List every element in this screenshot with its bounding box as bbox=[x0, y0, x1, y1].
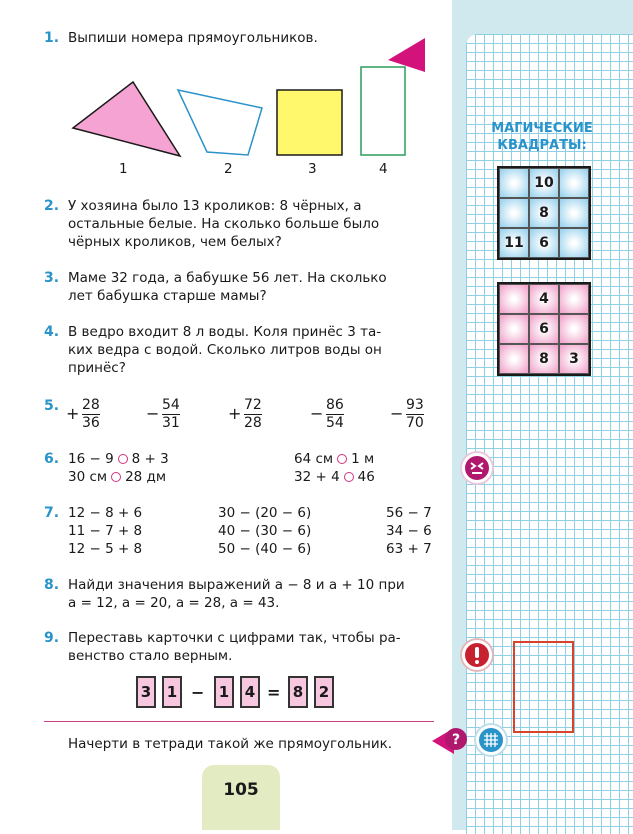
magic-cell: 11 bbox=[499, 228, 529, 258]
bottom-task-text: Начерти в тетради такой же прямоугольник. bbox=[68, 736, 393, 752]
task-3-line-2: лет бабушка старше мамы? bbox=[68, 288, 267, 304]
magic-squares-title: МАГИЧЕСКИЕ КВАДРАТЫ: bbox=[491, 121, 593, 153]
equals-sign: = bbox=[267, 683, 281, 702]
task-7-number: 7. bbox=[44, 505, 60, 521]
column-sum-2: − 54 31 bbox=[146, 397, 180, 431]
magic-cell bbox=[559, 284, 589, 314]
expr: 40 − (30 − 6) bbox=[218, 523, 312, 539]
magic-square-2 bbox=[497, 282, 591, 376]
expr: 56 − 7 bbox=[386, 505, 432, 521]
task-1-text: Выпиши номера прямоугольников. bbox=[68, 30, 318, 46]
expr: 50 − (40 − 6) bbox=[218, 541, 312, 557]
shape-triangle bbox=[73, 82, 180, 156]
task-6-number: 6. bbox=[44, 451, 60, 467]
digit-card: 1 bbox=[162, 676, 182, 708]
compare-row-2b: 32 + 4 46 bbox=[294, 469, 375, 485]
magic-cell bbox=[499, 198, 529, 228]
divider bbox=[44, 721, 434, 722]
sample-rectangle bbox=[513, 641, 574, 733]
magic-cell bbox=[559, 168, 589, 198]
column-sum-3: + 72 28 bbox=[228, 397, 262, 431]
task-8-line-1: Найди значения выражений a − 8 и a + 10 при bbox=[68, 577, 405, 593]
comparison-badge-icon bbox=[460, 451, 494, 485]
compare-row-2a: 30 см 28 дм bbox=[68, 469, 167, 485]
magic-cell: 8 bbox=[529, 344, 559, 374]
digit-card: 3 bbox=[136, 676, 156, 708]
task-2-number: 2. bbox=[44, 198, 60, 214]
digit-card: 1 bbox=[214, 676, 234, 708]
digit-card: 4 bbox=[240, 676, 260, 708]
attention-badge-icon bbox=[460, 638, 494, 672]
compare-circle-icon bbox=[344, 472, 354, 482]
magic-cell: 6 bbox=[529, 314, 559, 344]
compare-circle-icon bbox=[111, 472, 121, 482]
shape-label-4: 4 bbox=[379, 161, 388, 177]
magic-cell: 8 bbox=[529, 198, 559, 228]
task-3-line-1: Маме 32 года, а бабушке 56 лет. На сколько bbox=[68, 270, 387, 286]
grid-badge-icon bbox=[474, 723, 508, 757]
magic-square-1 bbox=[497, 166, 591, 260]
task-4-line-2: ких ведра с водой. Сколько литров воды он bbox=[68, 342, 382, 358]
task-4-line-1: В ведро входит 8 л воды. Коля принёс 3 та- bbox=[68, 324, 382, 340]
magic-cell bbox=[559, 198, 589, 228]
magic-cell bbox=[559, 228, 589, 258]
digit-card: 8 bbox=[288, 676, 308, 708]
task-4-number: 4. bbox=[44, 324, 60, 340]
task-1-shapes bbox=[0, 0, 452, 180]
task-8-number: 8. bbox=[44, 577, 60, 593]
shape-quadrilateral bbox=[178, 90, 262, 155]
page-number: 105 bbox=[223, 780, 259, 800]
task-1-number: 1. bbox=[44, 30, 60, 46]
expr: 63 + 7 bbox=[386, 541, 432, 557]
expr: 34 − 6 bbox=[386, 523, 432, 539]
task-9-line-1: Переставь карточки с цифрами так, чтобы ра- bbox=[68, 630, 401, 646]
task-5-number: 5. bbox=[44, 398, 60, 414]
digit-card: 2 bbox=[314, 676, 334, 708]
minus-sign: − bbox=[191, 683, 205, 702]
expr: 12 − 8 + 6 bbox=[68, 505, 143, 521]
question-badge-icon bbox=[443, 726, 469, 752]
column-sum-1: + 28 36 bbox=[66, 397, 100, 431]
expr: 12 − 5 + 8 bbox=[68, 541, 143, 557]
shape-label-3: 3 bbox=[308, 161, 317, 177]
magic-cell bbox=[499, 344, 529, 374]
expr: 30 − (20 − 6) bbox=[218, 505, 312, 521]
magic-cell bbox=[499, 168, 529, 198]
column-sum-5: − 93 70 bbox=[390, 397, 424, 431]
column-sum-4: − 86 54 bbox=[310, 397, 344, 431]
task-2-line-2: остальные белые. На сколько больше было bbox=[68, 216, 380, 232]
magic-cell: 6 bbox=[529, 228, 559, 258]
compare-row-1a: 16 − 9 8 + 3 bbox=[68, 451, 169, 467]
task-3-number: 3. bbox=[44, 270, 60, 286]
task-2-line-1: У хозяина было 13 кроликов: 8 чёрных, а bbox=[68, 198, 362, 214]
expr: 11 − 7 + 8 bbox=[68, 523, 143, 539]
magic-cell: 4 bbox=[529, 284, 559, 314]
compare-circle-icon bbox=[337, 454, 347, 464]
compare-circle-icon bbox=[118, 454, 128, 464]
magic-cell bbox=[559, 314, 589, 344]
magic-cell: 10 bbox=[529, 168, 559, 198]
task-9-line-2: венство стало верным. bbox=[68, 648, 233, 664]
task-9-number: 9. bbox=[44, 630, 60, 646]
shape-label-2: 2 bbox=[224, 161, 233, 177]
svg-text:?: ? bbox=[451, 732, 461, 748]
task-2-line-3: чёрных кроликов, чем белых? bbox=[68, 234, 282, 250]
shape-label-1: 1 bbox=[119, 161, 128, 177]
magic-cell: 3 bbox=[559, 344, 589, 374]
task-8-line-2: a = 12, a = 20, a = 28, a = 43. bbox=[68, 595, 280, 611]
shape-rectangle bbox=[361, 67, 405, 155]
task-4-line-3: принёс? bbox=[68, 360, 126, 376]
magic-cell bbox=[499, 314, 529, 344]
magic-cell bbox=[499, 284, 529, 314]
compare-row-1b: 64 см 1 м bbox=[294, 451, 375, 467]
shape-square bbox=[277, 90, 342, 155]
